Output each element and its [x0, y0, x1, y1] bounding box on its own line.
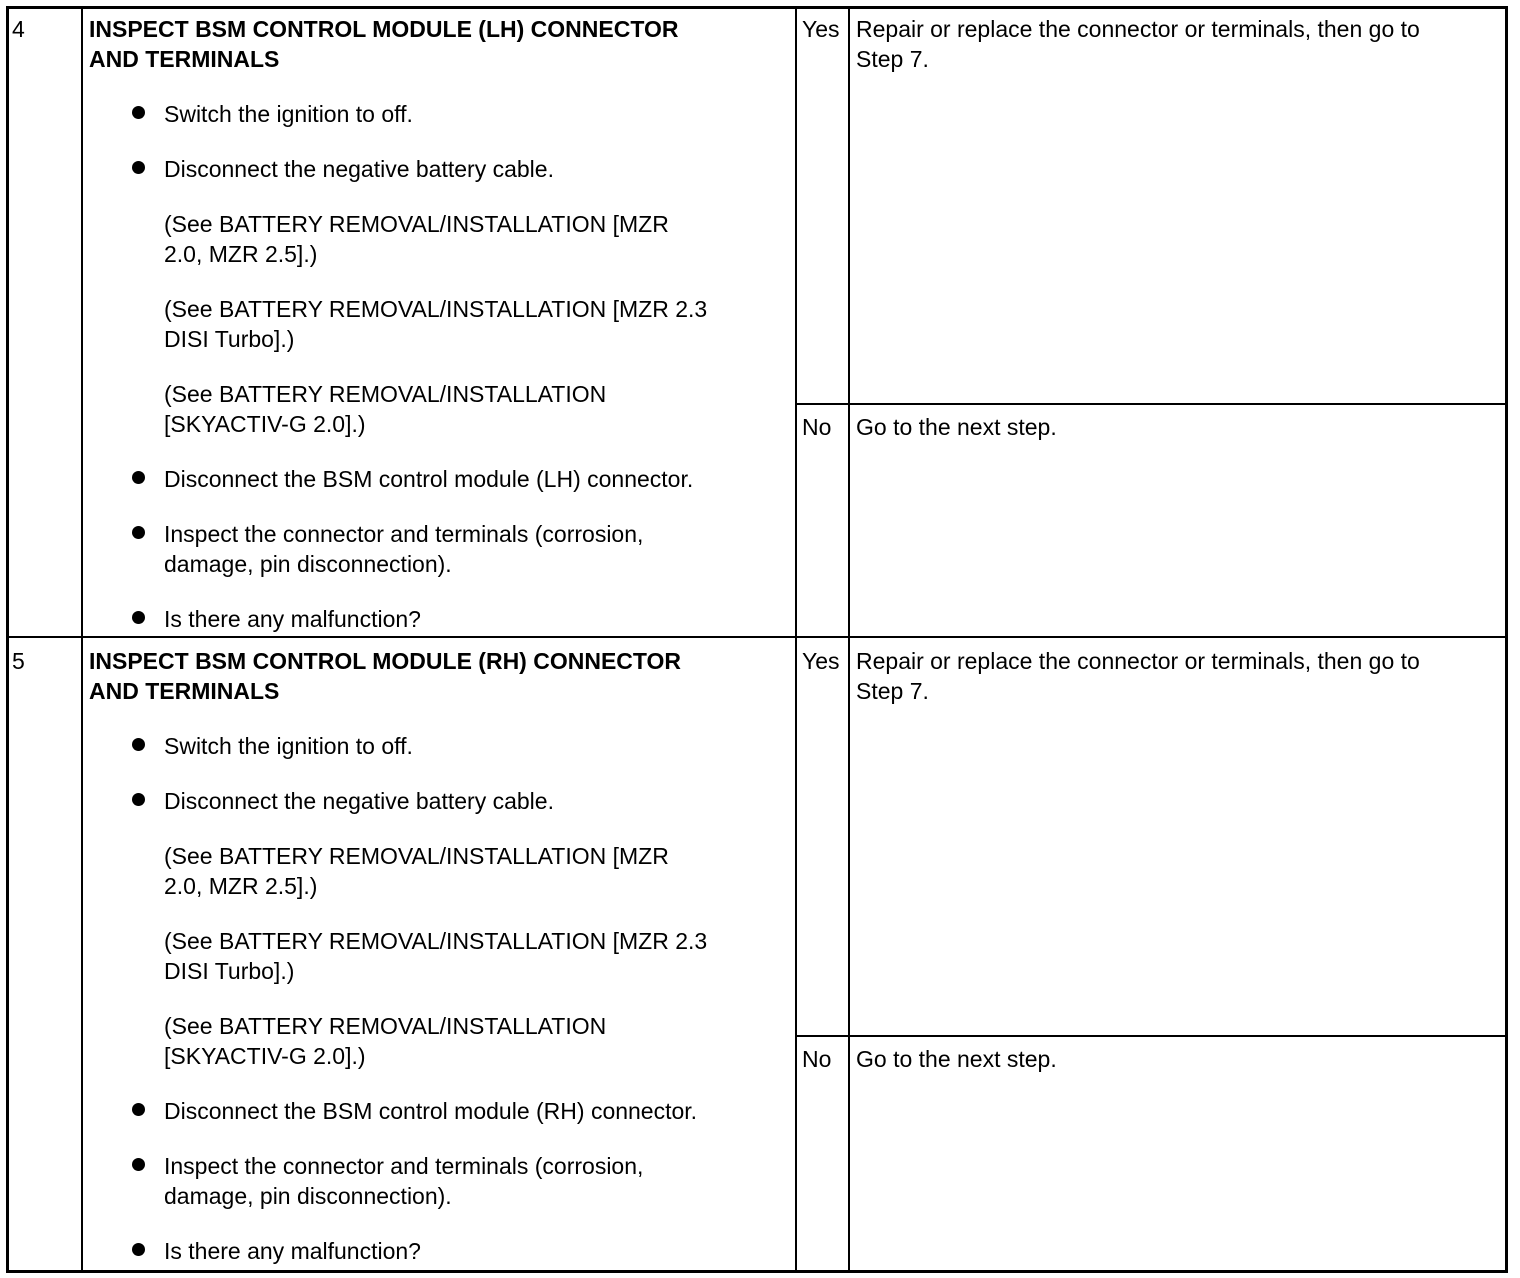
bullet-icon — [132, 526, 145, 539]
yes-action: Repair or replace the connector or terminals, then go to — [856, 648, 1420, 674]
row-divider-yes-no — [795, 1035, 1508, 1037]
step-reference: DISI Turbo].) — [164, 326, 295, 352]
step-item: Inspect the connector and terminals (corrosion, — [164, 1153, 644, 1179]
step-item: Switch the ignition to off. — [164, 733, 413, 759]
step-reference: [SKYACTIV-G 2.0].) — [164, 411, 366, 437]
step-number: 5 — [12, 648, 25, 674]
step-title: INSPECT BSM CONTROL MODULE (LH) CONNECTOR — [89, 16, 679, 42]
step-item: Disconnect the negative battery cable. — [164, 788, 554, 814]
step-item: Switch the ignition to off. — [164, 101, 413, 127]
bullet-icon — [132, 738, 145, 751]
step-item: damage, pin disconnection). — [164, 551, 452, 577]
step-reference: 2.0, MZR 2.5].) — [164, 241, 318, 267]
bullet-icon — [132, 471, 145, 484]
step-reference: 2.0, MZR 2.5].) — [164, 873, 318, 899]
column-divider-result — [795, 6, 797, 1273]
step-item: Is there any malfunction? — [164, 1238, 421, 1264]
step-reference: [SKYACTIV-G 2.0].) — [164, 1043, 366, 1069]
step-number: 4 — [12, 16, 25, 42]
bullet-icon — [132, 793, 145, 806]
step-item: Disconnect the BSM control module (LH) connector. — [164, 466, 694, 492]
yes-action: Repair or replace the connector or terminals, then go to — [856, 16, 1420, 42]
step-reference: (See BATTERY REMOVAL/INSTALLATION — [164, 1013, 607, 1039]
step-item: Disconnect the BSM control module (RH) connector. — [164, 1098, 698, 1124]
bullet-icon — [132, 161, 145, 174]
step-reference: (See BATTERY REMOVAL/INSTALLATION [MZR — [164, 211, 669, 237]
step-item: Disconnect the negative battery cable. — [164, 156, 554, 182]
yes-action: Step 7. — [856, 678, 929, 704]
bullet-icon — [132, 611, 145, 624]
step-reference: (See BATTERY REMOVAL/INSTALLATION — [164, 381, 607, 407]
step-item: Is there any malfunction? — [164, 606, 421, 632]
step-reference: (See BATTERY REMOVAL/INSTALLATION [MZR — [164, 843, 669, 869]
bullet-icon — [132, 1103, 145, 1116]
row-divider-step — [6, 636, 1508, 638]
row-divider-yes-no — [795, 403, 1508, 405]
no-label: No — [802, 414, 832, 440]
step-reference: (See BATTERY REMOVAL/INSTALLATION [MZR 2.3 — [164, 296, 708, 322]
no-label: No — [802, 1046, 832, 1072]
no-action: Go to the next step. — [856, 1046, 1057, 1072]
yes-label: Yes — [802, 16, 840, 42]
column-divider-number — [81, 6, 83, 1273]
yes-action: Step 7. — [856, 46, 929, 72]
step-reference: (See BATTERY REMOVAL/INSTALLATION [MZR 2.3 — [164, 928, 708, 954]
column-divider-action — [848, 6, 850, 1273]
step-title: INSPECT BSM CONTROL MODULE (RH) CONNECTOR — [89, 648, 682, 674]
step-reference: DISI Turbo].) — [164, 958, 295, 984]
step-item: Inspect the connector and terminals (corrosion, — [164, 521, 644, 547]
step-title: AND TERMINALS — [89, 46, 280, 72]
yes-label: Yes — [802, 648, 840, 674]
step-item: damage, pin disconnection). — [164, 1183, 452, 1209]
procedure-table — [6, 6, 1508, 1273]
bullet-icon — [132, 1243, 145, 1256]
no-action: Go to the next step. — [856, 414, 1057, 440]
step-title: AND TERMINALS — [89, 678, 280, 704]
bullet-icon — [132, 1158, 145, 1171]
bullet-icon — [132, 106, 145, 119]
